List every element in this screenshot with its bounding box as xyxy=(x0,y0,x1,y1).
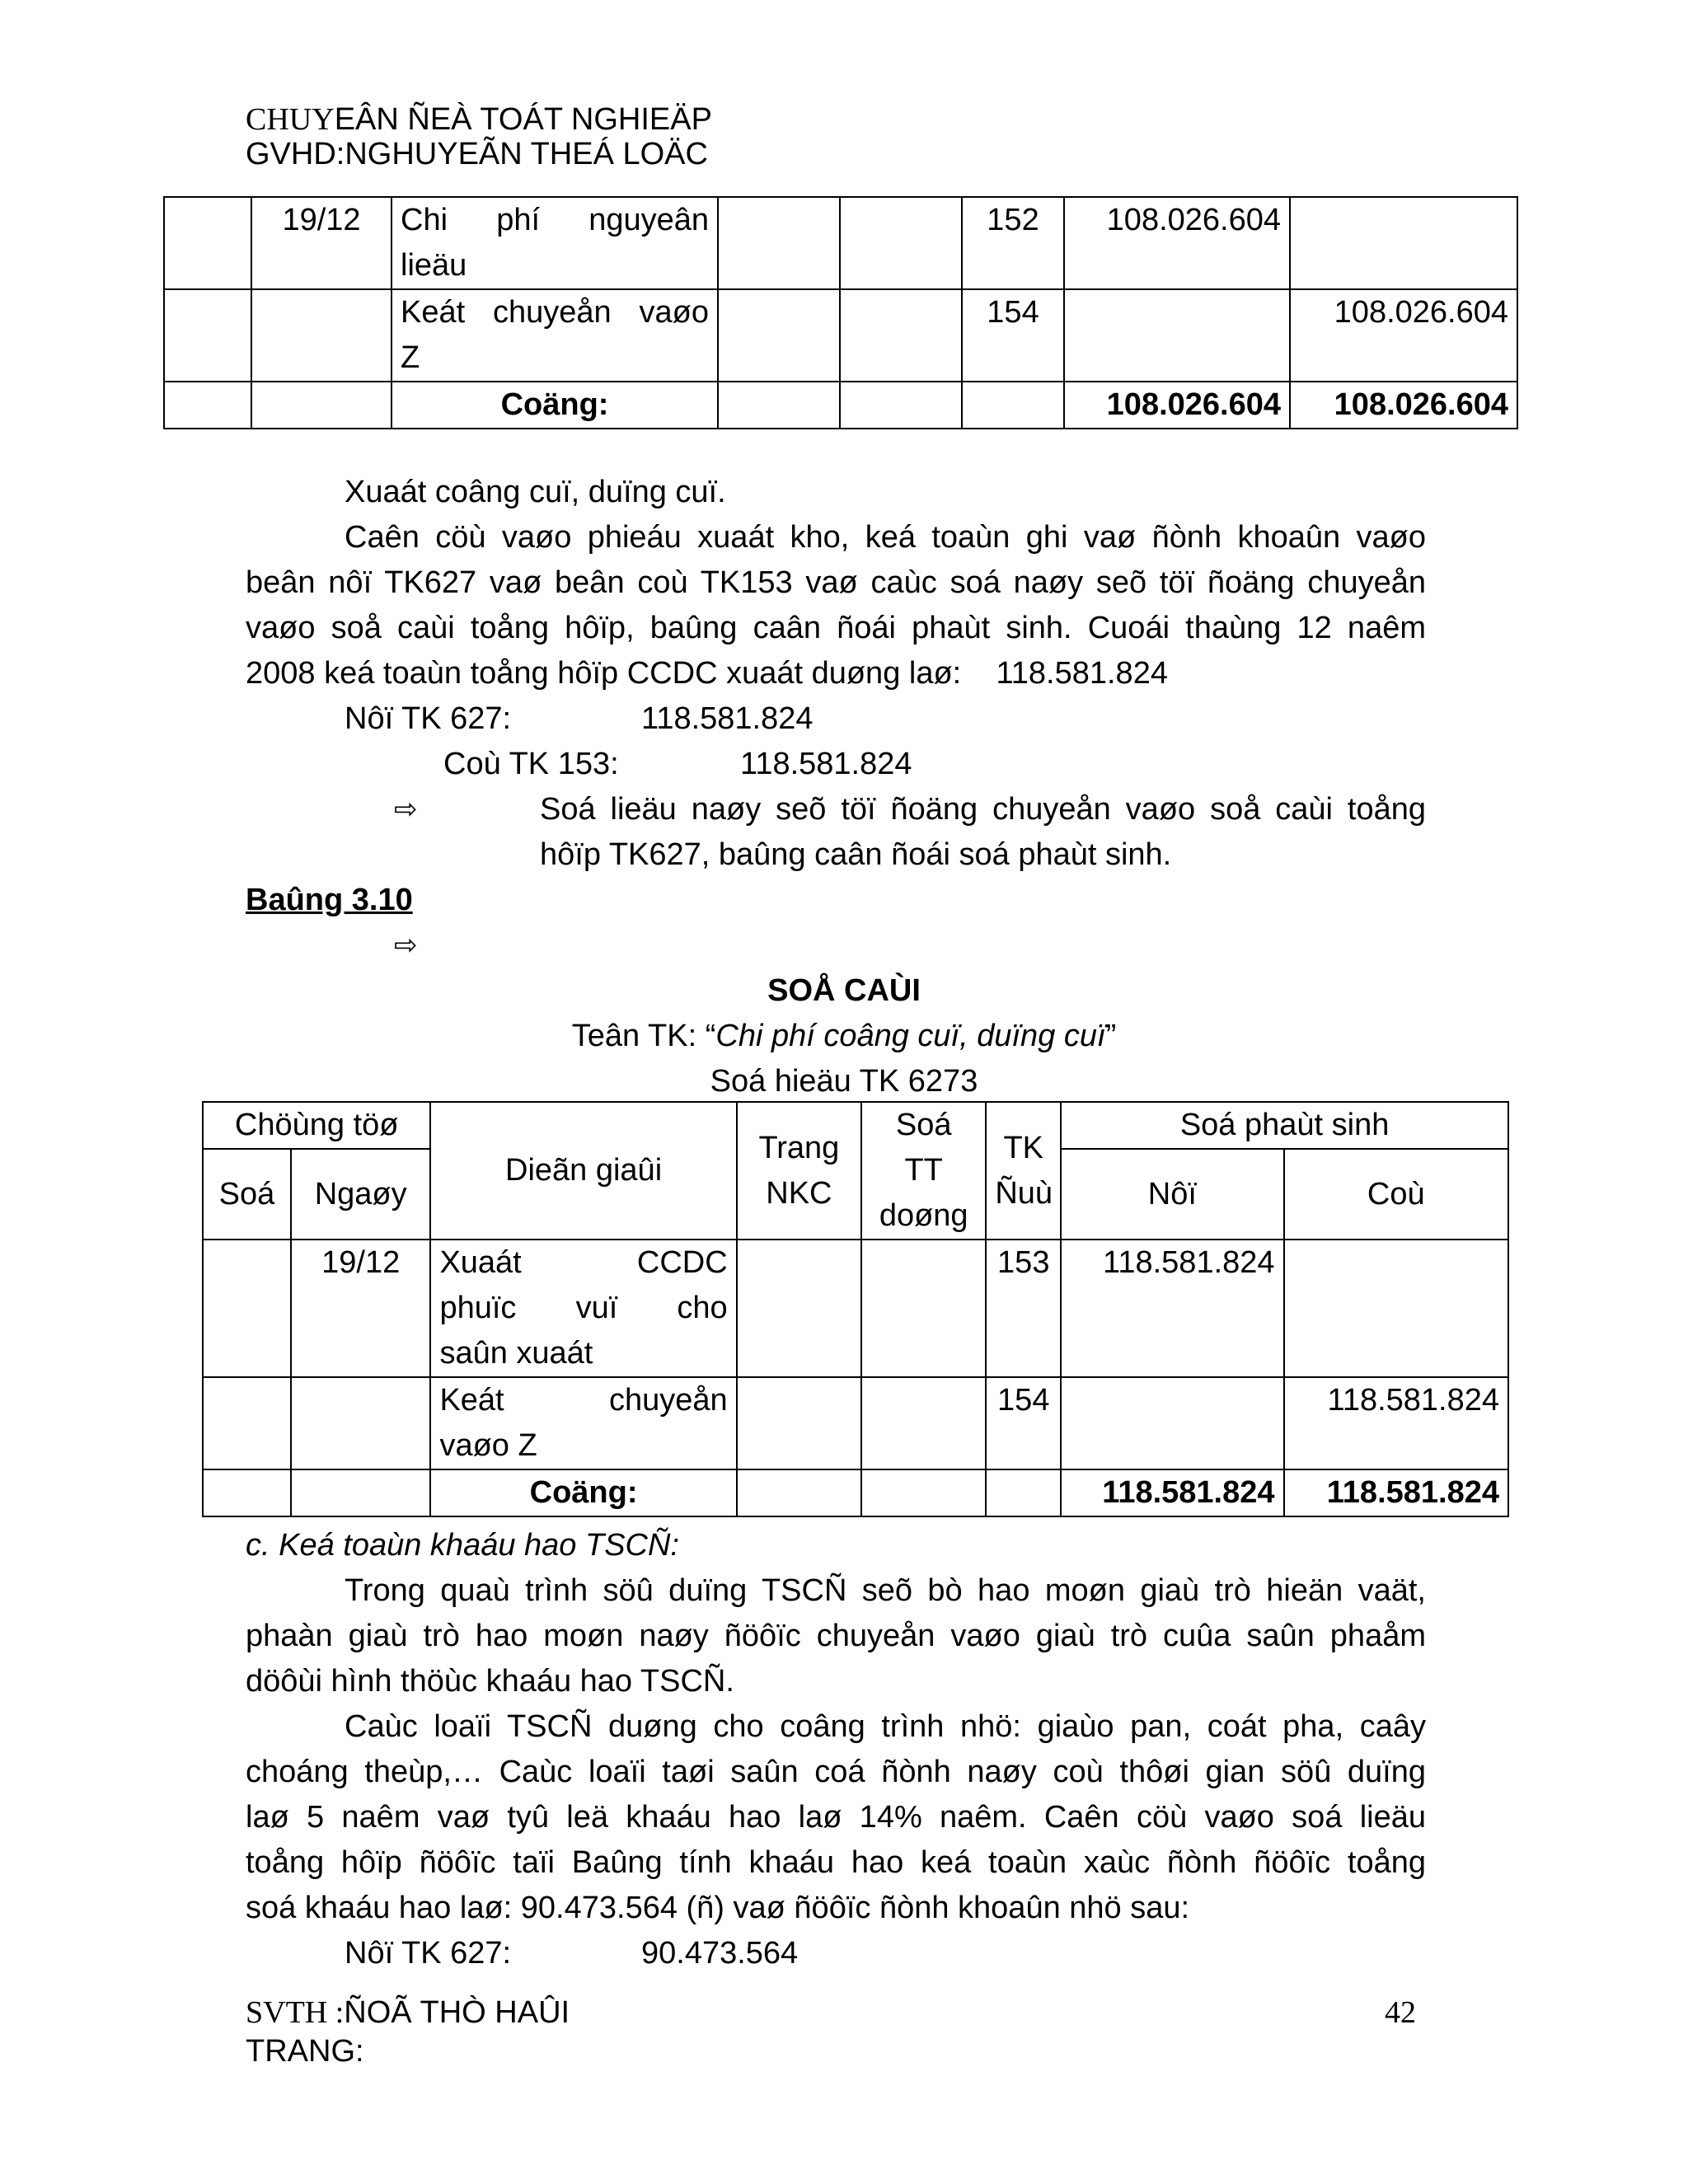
table-row xyxy=(203,1377,1508,1469)
row-account: 154 xyxy=(986,1377,1061,1469)
paragraph-line: Caên cöù vaøo phieáu xuaát kho, keá toaùn ghi vaø ñònh khoaûn vaøo xyxy=(345,520,1426,555)
row-debit: 118.581.824 xyxy=(1061,1240,1283,1377)
section-heading: c. Keá toaùn khaáu hao TSCÑ: xyxy=(246,1528,679,1563)
total-debit: 108.026.604 xyxy=(1064,382,1290,429)
row-debit xyxy=(1061,1377,1283,1469)
arrow-right-icon: ⇨ xyxy=(394,794,418,825)
note-line: Soá lieäu naøy seõ töï ñoäng chuyeån vaøo soå caùi toång xyxy=(540,792,1426,827)
col-header-tk-doi-ung: TK Ñuù xyxy=(986,1102,1061,1240)
col-header-ngay: Ngaøy xyxy=(291,1149,431,1240)
debit-label: Nôï TK 627: xyxy=(345,701,512,736)
ledger-table xyxy=(202,1101,1509,1517)
total-row xyxy=(164,382,1517,429)
page-number: 42 xyxy=(1385,1995,1416,2030)
table-row xyxy=(203,1240,1508,1377)
total-debit: 118.581.824 xyxy=(1061,1469,1283,1516)
paragraph-line: Caùc loaïi TSCÑ duøng cho coâng trình nhö: giaùo pan, coát pha, caây xyxy=(345,1709,1426,1744)
paragraph-line: phaàn giaù trò hao moøn naøy ñöôïc chuyeån vaøo giaù trò cuûa saûn phaåm xyxy=(246,1619,1426,1653)
row-date xyxy=(251,289,392,382)
ledger-subtitle: Teân TK: “Chi phí coâng cuï, duïng cuï” xyxy=(571,1019,1117,1053)
credit-label: Coù TK 153: xyxy=(443,747,619,781)
table-row xyxy=(164,197,1517,289)
paragraph-line: vaøo soå caùi toång hôïp, baûng caân ñoái phaùt sinh. Cuoái thaùng 12 naêm xyxy=(246,611,1426,645)
row-debit xyxy=(1064,289,1290,382)
header-prefix: CHUY xyxy=(246,102,335,137)
paragraph-line: 2008 keá toaùn toång hôïp CCDC xuaát duøng laø: 118.581.824 xyxy=(246,656,1168,691)
paragraph-line: soá khaáu hao laø: 90.473.564 (ñ) vaø ñöôïc ñònh khoaûn nhö sau: xyxy=(246,1891,1190,1925)
row-account: 153 xyxy=(986,1240,1061,1377)
row-credit xyxy=(1284,1240,1508,1377)
footer-svth: SVTH :ÑOÃ THÒ HAÛI xyxy=(246,1995,570,2030)
credit-value: 118.581.824 xyxy=(740,747,912,781)
table-label: Baûng 3.10 xyxy=(246,883,413,917)
row-description: Keát chuyeån vaøo Z xyxy=(392,289,718,382)
paragraph-line: beân nôï TK627 vaø beân coù TK153 vaø caùc soá naøy seõ töï ñoäng chuyeån xyxy=(246,565,1426,600)
debit-value: 90.473.564 xyxy=(641,1936,799,1971)
paragraph-line: döôùi hình thöùc khaáu hao TSCÑ. xyxy=(246,1664,734,1699)
header-title: EÂN ÑEÀ TOÁT NGHIEÄP xyxy=(334,102,712,137)
header-line-2: GVHD:NGHUYEÃN THEÁ LOÄC xyxy=(246,137,708,171)
row-credit: 118.581.824 xyxy=(1284,1377,1508,1469)
ledger-account: Soá hieäu TK 6273 xyxy=(710,1064,978,1099)
table-row xyxy=(164,289,1517,382)
row-credit xyxy=(1290,197,1517,289)
col-header-trang-nkc: Trang NKC xyxy=(737,1102,861,1240)
row-debit: 108.026.604 xyxy=(1064,197,1290,289)
ledger-table-continued xyxy=(163,196,1518,429)
row-account: 154 xyxy=(962,289,1064,382)
row-date: 19/12 xyxy=(251,197,392,289)
debit-value: 118.581.824 xyxy=(641,701,814,736)
note-line: hôïp TK627, baûng caân ñoái soá phaùt sinh. xyxy=(540,837,1172,872)
row-description: Keát chuyeån vaøo Z xyxy=(430,1377,736,1469)
col-header-so-tt-dong: Soá TT doøng xyxy=(861,1102,986,1240)
footer-trang: TRANG: xyxy=(246,2034,364,2069)
total-label: Coäng: xyxy=(392,382,718,429)
col-header-so-phat-sinh: Soá phaùt sinh xyxy=(1061,1102,1508,1149)
paragraph-line: toång hôïp ñöôïc taïi Baûng tính khaáu hao keá toaùn xaùc ñònh ñöôïc toång xyxy=(246,1845,1426,1880)
col-header-co: Coù xyxy=(1284,1149,1508,1240)
ledger-title: SOÅ CAÙI xyxy=(767,973,921,1008)
col-header-no: Nôï xyxy=(1061,1149,1283,1240)
header-row xyxy=(203,1102,1508,1149)
paragraph-line: laø 5 naêm vaø tyû leä khaáu hao laø 14% naêm. Caên cöù vaøo soá lieäu xyxy=(246,1800,1426,1835)
col-header-dien-giai: Dieãn giaûi xyxy=(430,1102,736,1240)
row-account: 152 xyxy=(962,197,1064,289)
total-credit: 118.581.824 xyxy=(1284,1469,1508,1516)
col-header-so: Soá xyxy=(203,1149,291,1240)
row-date xyxy=(291,1377,431,1469)
total-label: Coäng: xyxy=(430,1469,736,1516)
arrow-right-icon: ⇨ xyxy=(394,930,418,961)
debit-label: Nôï TK 627: xyxy=(345,1936,512,1971)
row-description: Chi phí nguyeân lieäu xyxy=(392,197,718,289)
paragraph-line: Trong quaù trình söû duïng TSCÑ seõ bò hao moøn giaù trò hieän vaät, xyxy=(345,1573,1426,1608)
row-credit: 108.026.604 xyxy=(1290,289,1517,382)
total-credit: 108.026.604 xyxy=(1290,382,1517,429)
row-date: 19/12 xyxy=(291,1240,431,1377)
paragraph-line: choáng theùp,… Caùc loaïi taøi saûn coá ñònh naøy coù thôøi gian söû duïng xyxy=(246,1755,1426,1789)
col-header-chung-tu: Chöùng töø xyxy=(203,1102,430,1149)
paragraph-heading: Xuaát coâng cuï, duïng cuï. xyxy=(345,475,726,509)
total-row xyxy=(203,1469,1508,1516)
row-description: Xuaát CCDC phuïc vuï cho saûn xuaát xyxy=(430,1240,736,1377)
